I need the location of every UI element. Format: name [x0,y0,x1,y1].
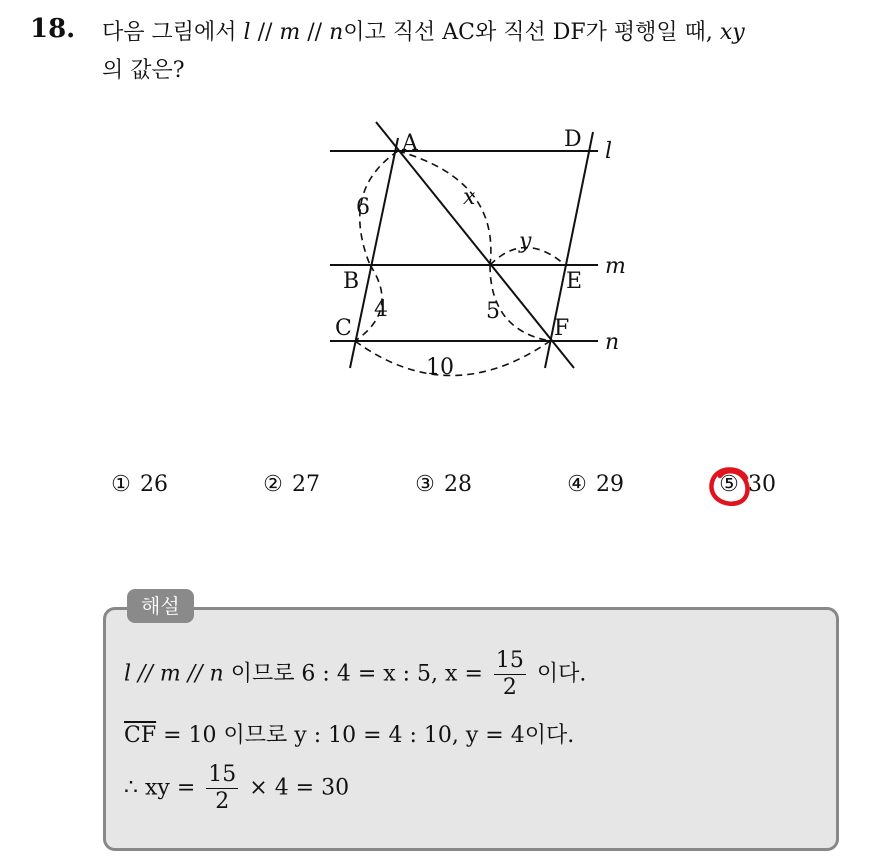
solution-line-3-start: ∴ xy = [124,775,196,801]
seg-label-y: y [519,229,532,254]
label-C: C [335,316,352,341]
line-l-symbol: l [243,20,251,45]
solution-tag: 해설 [127,589,194,623]
choice-1-value: 26 [140,472,168,497]
solution-line-2-text: = 10 이므로 y : 10 = 4 : 10, y = 4이다. [163,723,575,748]
line-af [376,122,574,368]
choice-2-marker: ② [263,472,283,497]
solution-line-3 [124,762,349,815]
fraction-15-2-b: $\frac{15}{2}$ [208,762,237,814]
line-n-symbol: n [329,20,344,45]
label-m: m [605,254,626,279]
seg-label-x: x [463,185,476,210]
line-ac [350,138,398,368]
question-number: 18. [30,14,76,44]
seg-label-5: 5 [486,299,500,324]
seg-label-10: 10 [426,355,454,380]
label-D: D [564,127,582,152]
choice-4[interactable] [566,472,624,497]
choice-2-value: 27 [292,472,320,497]
label-A: A [402,131,418,156]
line-m-symbol: m [279,20,301,45]
solution-line-1 [124,648,586,701]
label-l: l [605,139,613,164]
solution-line-3-end: × 4 = 30 [249,775,350,801]
choice-3-marker: ③ [415,472,435,497]
solution-line-1-end: 이다. [536,661,587,687]
choice-3[interactable] [414,472,472,497]
geometry-figure [300,110,640,390]
segment-cf: $\overline{CF}$ [124,723,157,748]
label-F: F [554,316,570,341]
label-E: E [566,269,583,294]
question-text-pre: 다음 그림에서 [102,20,237,45]
xy-symbol: xy [719,20,745,45]
question-text-mid: 이고 직선 AC와 직선 DF가 평행일 때, [343,20,713,45]
choice-4-value: 29 [596,472,624,497]
label-B: B [343,269,360,294]
choice-4-marker: ④ [567,472,587,497]
seg-label-4: 4 [374,297,388,322]
parallel-symbol-1: // [257,20,273,45]
choice-1[interactable] [110,472,168,497]
seg-label-6: 6 [356,195,370,220]
label-n: n [605,330,620,355]
choice-5-marker: ⑤ [719,472,739,497]
choice-1-marker: ① [111,472,131,497]
question-text-line2: 의 값은? [102,58,185,83]
solution-line-1-text: 이므로 6 : 4 = x : 5, x = [230,661,483,687]
parallel-symbol-2: // [307,20,323,45]
choice-2[interactable] [262,472,320,497]
choice-3-value: 28 [444,472,472,497]
solution-line-2 [124,718,574,749]
solution-parallel-lines: l // m // n [124,661,224,687]
fraction-15-2: $\frac{15}{2}$ [495,648,524,700]
question-text [102,14,872,90]
choice-5-value: 30 [748,472,776,497]
answer-circle-mark [706,462,754,510]
